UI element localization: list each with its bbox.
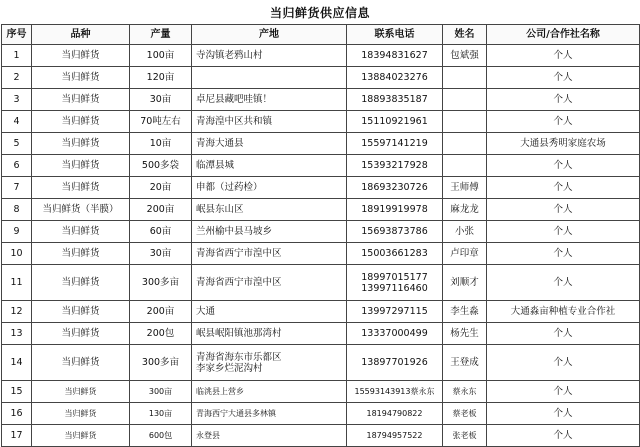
cell-variety: 当归鲜货 (32, 89, 130, 111)
cell-phone: 18893835187 (347, 89, 443, 111)
table-row (2, 89, 640, 111)
table-row (2, 403, 640, 425)
cell-origin (192, 67, 347, 89)
table-row (2, 111, 640, 133)
cell-phone: 15393217928 (347, 155, 443, 177)
cell-origin: 青海西宁大通县多林镇 (192, 403, 347, 425)
cell-name: 卢印章 (443, 243, 487, 265)
column-header-yield: 产量 (130, 25, 192, 45)
cell-origin: 岷县东山区 (192, 199, 347, 221)
cell-no: 1 (2, 45, 32, 67)
cell-company: 个人 (487, 111, 640, 133)
cell-origin: 青海大通县 (192, 133, 347, 155)
cell-origin: 青海湟中区共和镇 (192, 111, 347, 133)
cell-name: 杨先生 (443, 323, 487, 345)
cell-phone: 18997015177 13997116460 (347, 265, 443, 301)
cell-phone: 13897701926 (347, 345, 443, 381)
cell-variety: 当归鲜货 (32, 323, 130, 345)
cell-no: 9 (2, 221, 32, 243)
cell-no: 3 (2, 89, 32, 111)
cell-variety: 当归鲜货 (32, 221, 130, 243)
cell-phone: 15110921961 (347, 111, 443, 133)
cell-name: 包斌强 (443, 45, 487, 67)
cell-phone: 18693230726 (347, 177, 443, 199)
column-header-company: 公司/合作社名称 (487, 25, 640, 45)
cell-company: 个人 (487, 221, 640, 243)
table-row (2, 67, 640, 89)
cell-no: 6 (2, 155, 32, 177)
cell-origin: 兰州榆中县马坡乡 (192, 221, 347, 243)
cell-company: 个人 (487, 323, 640, 345)
cell-origin: 青海省西宁市湟中区 (192, 243, 347, 265)
cell-name: 小张 (443, 221, 487, 243)
header-row (2, 25, 640, 45)
cell-yield: 70吨左右 (130, 111, 192, 133)
cell-variety: 当归鲜货 (32, 155, 130, 177)
cell-company: 个人 (487, 381, 640, 403)
cell-name (443, 67, 487, 89)
page-title: 当归鲜货供应信息 (269, 6, 370, 20)
table-row (2, 133, 640, 155)
cell-no: 11 (2, 265, 32, 301)
cell-name (443, 89, 487, 111)
table-row (2, 345, 640, 381)
cell-yield: 30亩 (130, 89, 192, 111)
cell-phone: 18394831627 (347, 45, 443, 67)
cell-yield: 200亩 (130, 301, 192, 323)
table-row (2, 177, 640, 199)
cell-phone: 18194790822 (347, 403, 443, 425)
cell-origin: 寺沟镇老鸦山村 (192, 45, 347, 67)
column-header-variety: 品种 (32, 25, 130, 45)
cell-no: 16 (2, 403, 32, 425)
supply-table (1, 24, 640, 447)
cell-name: 王登成 (443, 345, 487, 381)
cell-yield: 20亩 (130, 177, 192, 199)
cell-phone: 15593143913蔡永东 (347, 381, 443, 403)
cell-origin: 卓尼县藏吧哇镇！ (192, 89, 347, 111)
cell-phone: 15693873786 (347, 221, 443, 243)
cell-yield: 600包 (130, 425, 192, 447)
cell-name (443, 133, 487, 155)
cell-company: 大通县秀明家庭农场 (487, 133, 640, 155)
cell-yield: 100亩 (130, 45, 192, 67)
cell-company: 大通淼亩种植专业合作社 (487, 301, 640, 323)
cell-origin: 永登县 (192, 425, 347, 447)
cell-yield: 60亩 (130, 221, 192, 243)
cell-variety: 当归鲜货 (32, 67, 130, 89)
cell-name: 李生淼 (443, 301, 487, 323)
cell-yield: 500多袋 (130, 155, 192, 177)
cell-variety: 当归鲜货 (32, 177, 130, 199)
cell-origin: 大通 (192, 301, 347, 323)
cell-origin: 青海省海东市乐都区 李家乡烂泥沟村 (192, 345, 347, 381)
cell-origin: 岷县岷阳镇池那湾村 (192, 323, 347, 345)
cell-variety: 当归鲜货 (32, 301, 130, 323)
cell-no: 4 (2, 111, 32, 133)
cell-yield: 300多亩 (130, 265, 192, 301)
cell-phone: 13337000499 (347, 323, 443, 345)
table-row (2, 221, 640, 243)
cell-variety: 当归鲜货 (32, 345, 130, 381)
cell-name: 蔡永东 (443, 381, 487, 403)
cell-phone: 15597141219 (347, 133, 443, 155)
cell-variety: 当归鲜货 (32, 111, 130, 133)
cell-variety: 当归鲜货 (32, 133, 130, 155)
cell-variety: 当归鲜货（半膜） (32, 199, 130, 221)
cell-origin: 临洮县上营乡 (192, 381, 347, 403)
cell-variety: 当归鲜货 (32, 45, 130, 67)
cell-name (443, 111, 487, 133)
cell-yield: 120亩 (130, 67, 192, 89)
cell-company: 个人 (487, 265, 640, 301)
cell-company: 个人 (487, 89, 640, 111)
cell-phone: 18919919978 (347, 199, 443, 221)
cell-no: 8 (2, 199, 32, 221)
cell-company: 个人 (487, 403, 640, 425)
cell-yield: 200包 (130, 323, 192, 345)
cell-company: 个人 (487, 425, 640, 447)
cell-yield: 300多亩 (130, 345, 192, 381)
cell-yield: 130亩 (130, 403, 192, 425)
cell-phone: 13997297115 (347, 301, 443, 323)
cell-name: 蔡老板 (443, 403, 487, 425)
cell-variety: 当归鲜货 (32, 243, 130, 265)
cell-no: 15 (2, 381, 32, 403)
cell-company: 个人 (487, 345, 640, 381)
table-row (2, 199, 640, 221)
cell-no: 12 (2, 301, 32, 323)
cell-company: 个人 (487, 45, 640, 67)
column-header-origin: 产地 (192, 25, 347, 45)
cell-no: 17 (2, 425, 32, 447)
cell-no: 5 (2, 133, 32, 155)
cell-no: 13 (2, 323, 32, 345)
table-row (2, 45, 640, 67)
column-header-phone: 联系电话 (347, 25, 443, 45)
table-row (2, 243, 640, 265)
cell-no: 7 (2, 177, 32, 199)
table-row (2, 155, 640, 177)
cell-company: 个人 (487, 155, 640, 177)
cell-yield: 200亩 (130, 199, 192, 221)
table-row (2, 301, 640, 323)
cell-company: 个人 (487, 243, 640, 265)
cell-origin: 申都（过药检） (192, 177, 347, 199)
cell-phone: 18794957522 (347, 425, 443, 447)
cell-no: 10 (2, 243, 32, 265)
cell-phone: 13884023276 (347, 67, 443, 89)
cell-company: 个人 (487, 67, 640, 89)
cell-variety: 当归鲜货 (32, 425, 130, 447)
cell-origin: 临潭县城 (192, 155, 347, 177)
cell-company: 个人 (487, 199, 640, 221)
cell-name (443, 155, 487, 177)
cell-variety: 当归鲜货 (32, 403, 130, 425)
cell-yield: 30亩 (130, 243, 192, 265)
cell-phone: 15003661283 (347, 243, 443, 265)
column-header-no: 序号 (2, 25, 32, 45)
cell-name: 张老板 (443, 425, 487, 447)
cell-origin: 青海省西宁市湟中区 (192, 265, 347, 301)
column-header-name: 姓名 (443, 25, 487, 45)
cell-no: 14 (2, 345, 32, 381)
cell-no: 2 (2, 67, 32, 89)
table-row (2, 425, 640, 447)
cell-name: 麻龙龙 (443, 199, 487, 221)
table-row (2, 323, 640, 345)
cell-yield: 300亩 (130, 381, 192, 403)
cell-company: 个人 (487, 177, 640, 199)
cell-yield: 10亩 (130, 133, 192, 155)
cell-variety: 当归鲜货 (32, 265, 130, 301)
cell-variety: 当归鲜货 (32, 381, 130, 403)
table-row (2, 265, 640, 301)
table-row (2, 381, 640, 403)
cell-name: 王师傅 (443, 177, 487, 199)
cell-name: 刘顺才 (443, 265, 487, 301)
